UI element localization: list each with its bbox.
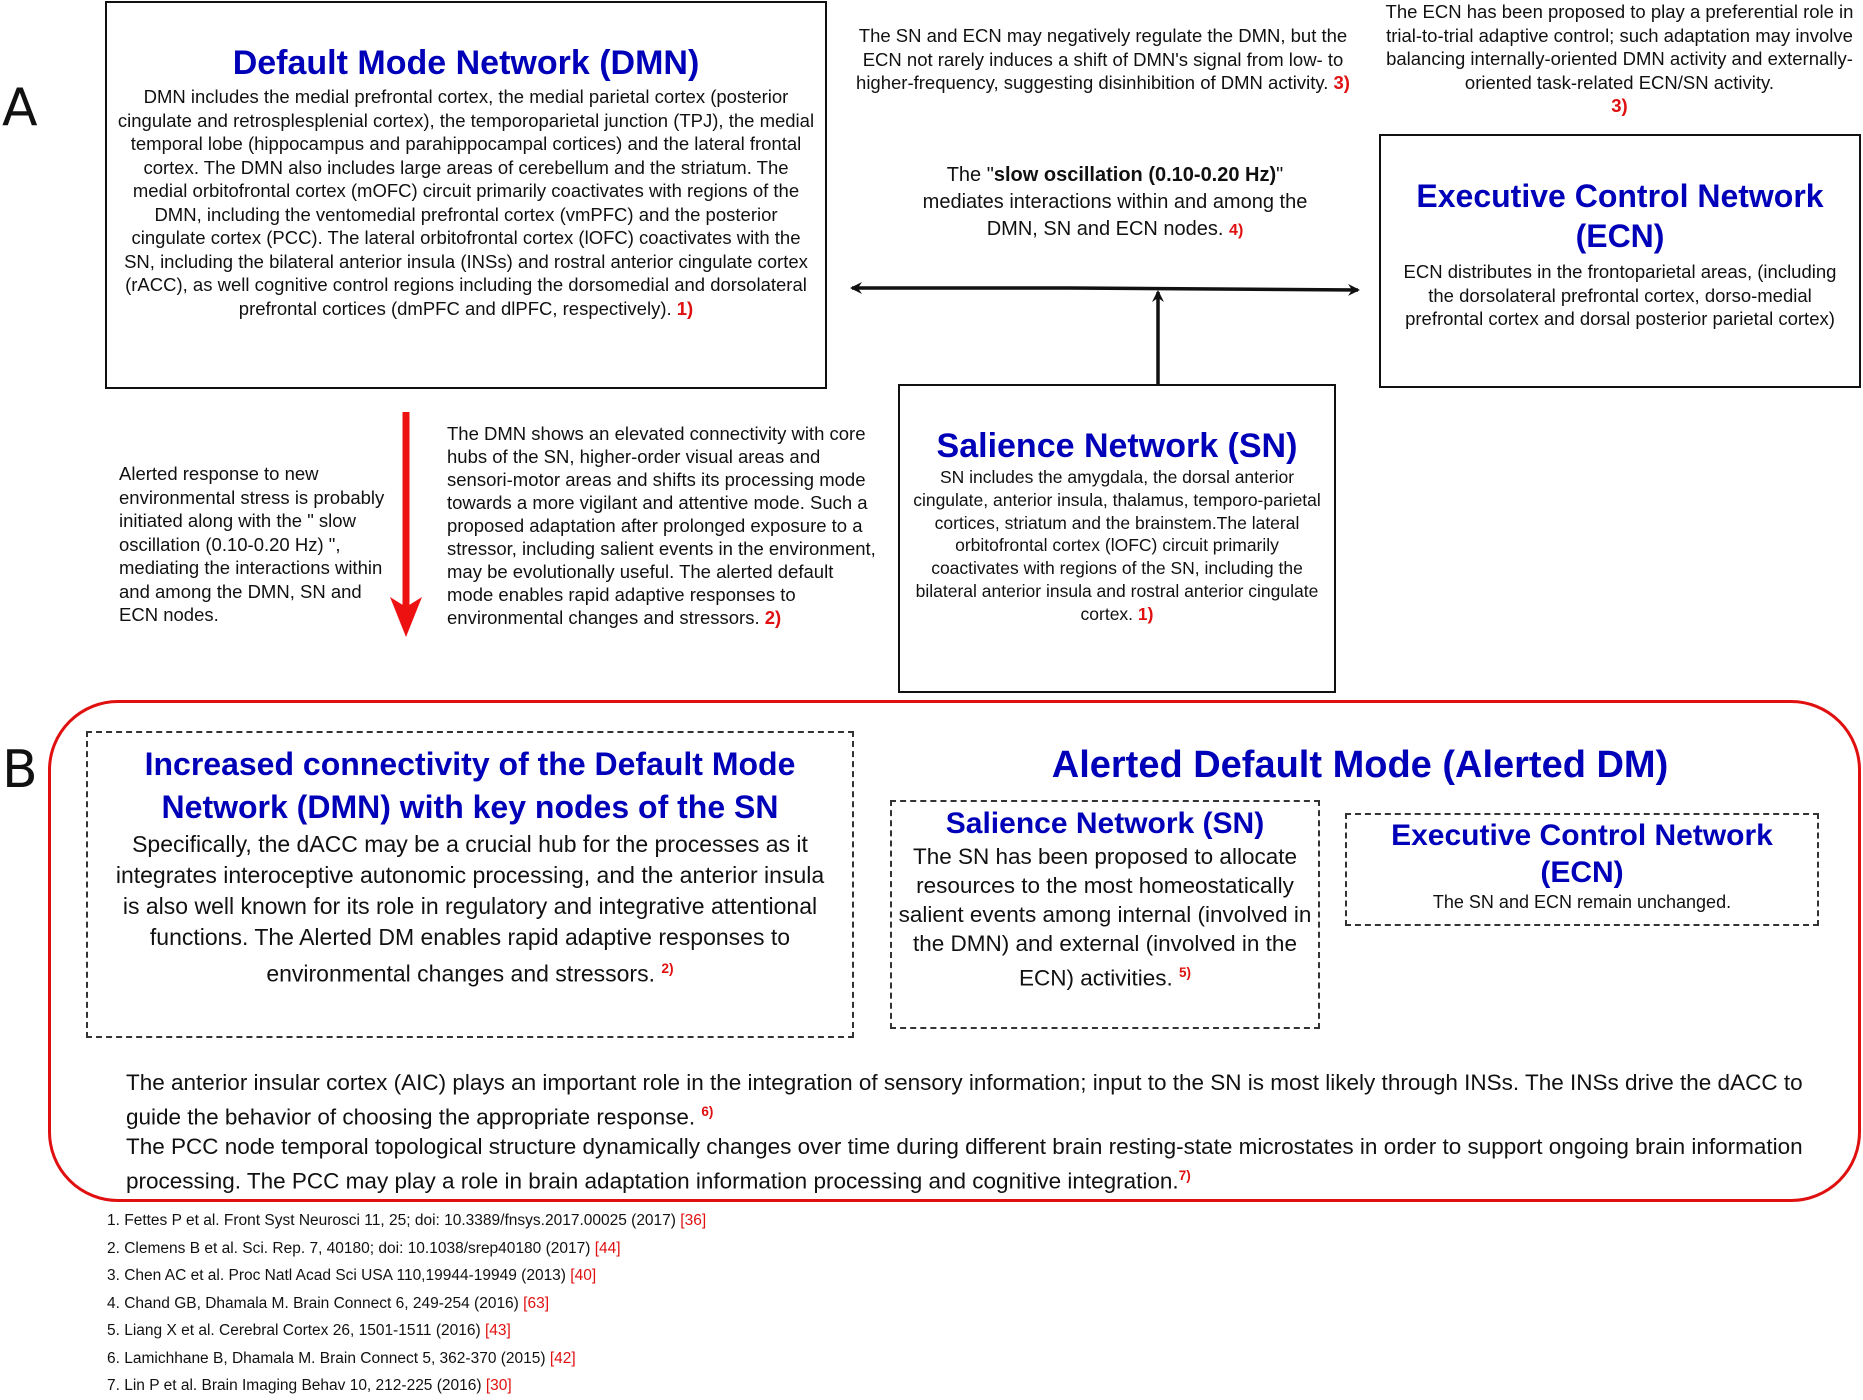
dmn-body: DMN includes the medial prefrontal cortex, the medial parietal cortex (posterior cingulate and retrosplesplenial cortex), the temporoparietal junction (TPJ), the medial temporal lobe (hippocampus and parahippocampal cortices) and the lateral frontal cortex. The DMN also includes large areas of cerebellum and the striatum. The medial orbitofrontal cortex (mOFC) circuit primarily coactivates with regions of the DMN, including the ventomedial prefrontal cortex (vmPFC) and the posterior cingulate cortex (PCC). The lateral orbitofrontal cortex (lOFC) coactivates with the SN, including the bilateral anterior insula (INSs) and rostral anterior cingulate cortex (rACC), as well cognitive control regions including the dorsomedial and dorsolateral prefrontal cortices (dmPFC and dlPFC, respectively). <box>117 86 815 319</box>
alerted-response-note: Alerted response to new environmental stress is probably initiated along with the " slow oscillation (0.10-0.20 Hz) ", mediating the interactions within and among the DMN, SN and ECN nodes. <box>119 463 385 625</box>
panel-label-b: B <box>2 740 38 800</box>
alerted-sn-body: The SN has been proposed to allocate resources to the most homeostatically salient events among internal (involved in the DMN) and external (involved in the ECN) activities. <box>898 844 1312 991</box>
alerted-ecn-title: Executive Control Network (ECN) <box>1391 819 1773 889</box>
dmn-connectivity-note <box>447 422 877 629</box>
pcc-ref: 7) <box>1178 1167 1191 1183</box>
red-down-arrow-icon <box>390 412 422 637</box>
reference-item: 5. Liang X et al. Cerebral Cortex 26, 1501-1511 (2016) [43] <box>107 1322 511 1339</box>
dmn-connectivity-ref: 2) <box>764 607 782 628</box>
alerted-ecn-box <box>1345 813 1819 926</box>
slow-oscillation-note <box>915 162 1315 244</box>
panel-b-summary <box>126 1068 1841 1195</box>
dmn-title: Default Mode Network (DMN) <box>232 44 700 82</box>
aic-ref: 6) <box>701 1104 714 1119</box>
reference-item: 4. Chand GB, Dhamala M. Brain Connect 6, 249-254 (2016) [63] <box>107 1294 550 1312</box>
ecn-body: ECN distributes in the frontoparietal areas, (including the dorsolateral prefrontal cortex, dorso-medial prefrontal cortex and dorsal posterior parietal cortex) <box>1403 261 1837 329</box>
reference-link[interactable]: [40] <box>570 1267 597 1284</box>
reference-item: 3. Chen AC et al. Proc Natl Acad Sci USA 110,19944-19949 (2013) [40] <box>107 1267 597 1284</box>
pcc-text: The PCC node temporal topological structure dynamically changes over time during different brain resting-state microstates in order to support ongoing brain information processing. The PCC may play a role in brain adaptation information processing and cognitive integration. <box>126 1133 1803 1193</box>
increased-connectivity-ref: 2) <box>661 961 674 976</box>
ecn-title: Executive Control Network (ECN) <box>1416 178 1824 254</box>
slow-oscillation-prefix: The " <box>946 164 994 186</box>
arrow-right-icon <box>1070 288 1358 290</box>
increased-connectivity-body: Specifically, the dACC may be a crucial hub for the processes as it integrates interoceptive autonomic processing, and the anterior insula is also well known for its role in regulatory and integrative attentional functions. The Alerted DM enables rapid adaptive responses to environmental changes and stressors. <box>115 831 825 987</box>
sn-body: SN includes the amygdala, the dorsal anterior cingulate, anterior insula, thalamus, temporo-parietal cortices, striatum and the brainstem.The lateral orbitofrontal cortex (lOFC) circuit primarily coactivates with regions of the SN, including the bilateral anterior insula and rostral anterior cingulate cortex. <box>913 467 1321 624</box>
ecn-box <box>1379 134 1861 388</box>
reference-link[interactable]: [44] <box>594 1239 621 1257</box>
reference-link[interactable]: [43] <box>484 1322 511 1339</box>
reference-item: 2. Clemens B et al. Sci. Rep. 7, 40180; doi: 10.1038/srep40180 (2017) [44] <box>107 1239 621 1257</box>
alerted-ecn-body: The SN and ECN remain unchanged. <box>1432 892 1732 912</box>
dmn-ref: 1) <box>676 297 694 319</box>
reference-item: 6. Lamichhane B, Dhamala M. Brain Connect 5, 362-370 (2015) [42] <box>107 1349 576 1367</box>
alerted-dm-title: Alerted Default Mode (Alerted DM) <box>1051 744 1669 786</box>
sn-box <box>898 384 1336 693</box>
reference-link[interactable]: [63] <box>523 1294 550 1312</box>
adaptive-control-note <box>1376 0 1863 118</box>
increased-connectivity-title: Increased connectivity of the Default Mode Network (DMN) with key nodes of the SN <box>144 746 796 825</box>
adaptive-control-ref: 3) <box>1611 95 1628 116</box>
references-list <box>107 1207 1307 1400</box>
dmn-connectivity-text: The DMN shows an elevated connectivity with core hubs of the SN, higher-order visual areas and sensori-motor areas and shifts its processing mode towards a more vigilant and attentive mode. Such a proposed adaptation after prolonged exposure to a stressor, including salient events in the environment, may be evolutionally useful. The alerted default mode enables rapid adaptive responses to environmental changes and stressors. <box>447 423 876 628</box>
pcc-paragraph <box>126 1132 1841 1196</box>
slow-oscillation-ref: 4) <box>1229 222 1244 239</box>
reference-link[interactable]: [36] <box>680 1212 707 1229</box>
reference-link[interactable]: [30] <box>485 1377 512 1394</box>
reference-item: 1. Fettes P et al. Front Syst Neurosci 11, 25; doi: 10.3389/fnsys.2017.00025 (2017) [36] <box>107 1212 707 1229</box>
panel-label-a: A <box>2 78 38 138</box>
negative-regulation-ref: 3) <box>1333 72 1350 93</box>
dmn-box <box>105 1 827 389</box>
reference-link[interactable]: [42] <box>549 1349 576 1367</box>
aic-paragraph <box>126 1068 1841 1132</box>
increased-connectivity-box <box>86 731 854 1038</box>
alerted-sn-title: Salience Network (SN) <box>945 807 1265 840</box>
slow-oscillation-bold: slow oscillation (0.10-0.20 Hz) <box>993 164 1277 186</box>
sn-ref: 1) <box>1137 603 1154 624</box>
aic-text: The anterior insular cortex (AIC) plays an important role in the integration of sensory information; input to the SN is most likely through INSs. The INSs drive the dACC to guide the behavior of choosing the appropriate response. <box>126 1070 1803 1130</box>
negative-regulation-note <box>850 24 1356 95</box>
reference-item: 7. Lin P et al. Brain Imaging Behav 10, 212-225 (2016) [30] <box>107 1377 512 1394</box>
alerted-sn-box <box>890 800 1320 1029</box>
negative-regulation-text: The SN and ECN may negatively regulate the DMN, but the ECN not rarely induces a shift of DMN's signal from low- to higher-frequency, suggesting disinhibition of DMN activity. <box>856 25 1348 93</box>
adaptive-control-text: The ECN has been proposed to play a preferential role in trial-to-trial adaptive control; such adaptation may involve balancing internally-oriented DMN activity and externally-oriented task-related ECN/SN activity. <box>1385 1 1854 93</box>
sn-title: Salience Network (SN) <box>936 427 1298 465</box>
slow-oscillation-suffix: " mediates interactions within and among the DMN, SN and ECN nodes. <box>922 164 1308 240</box>
alerted-sn-ref: 5) <box>1179 965 1192 980</box>
